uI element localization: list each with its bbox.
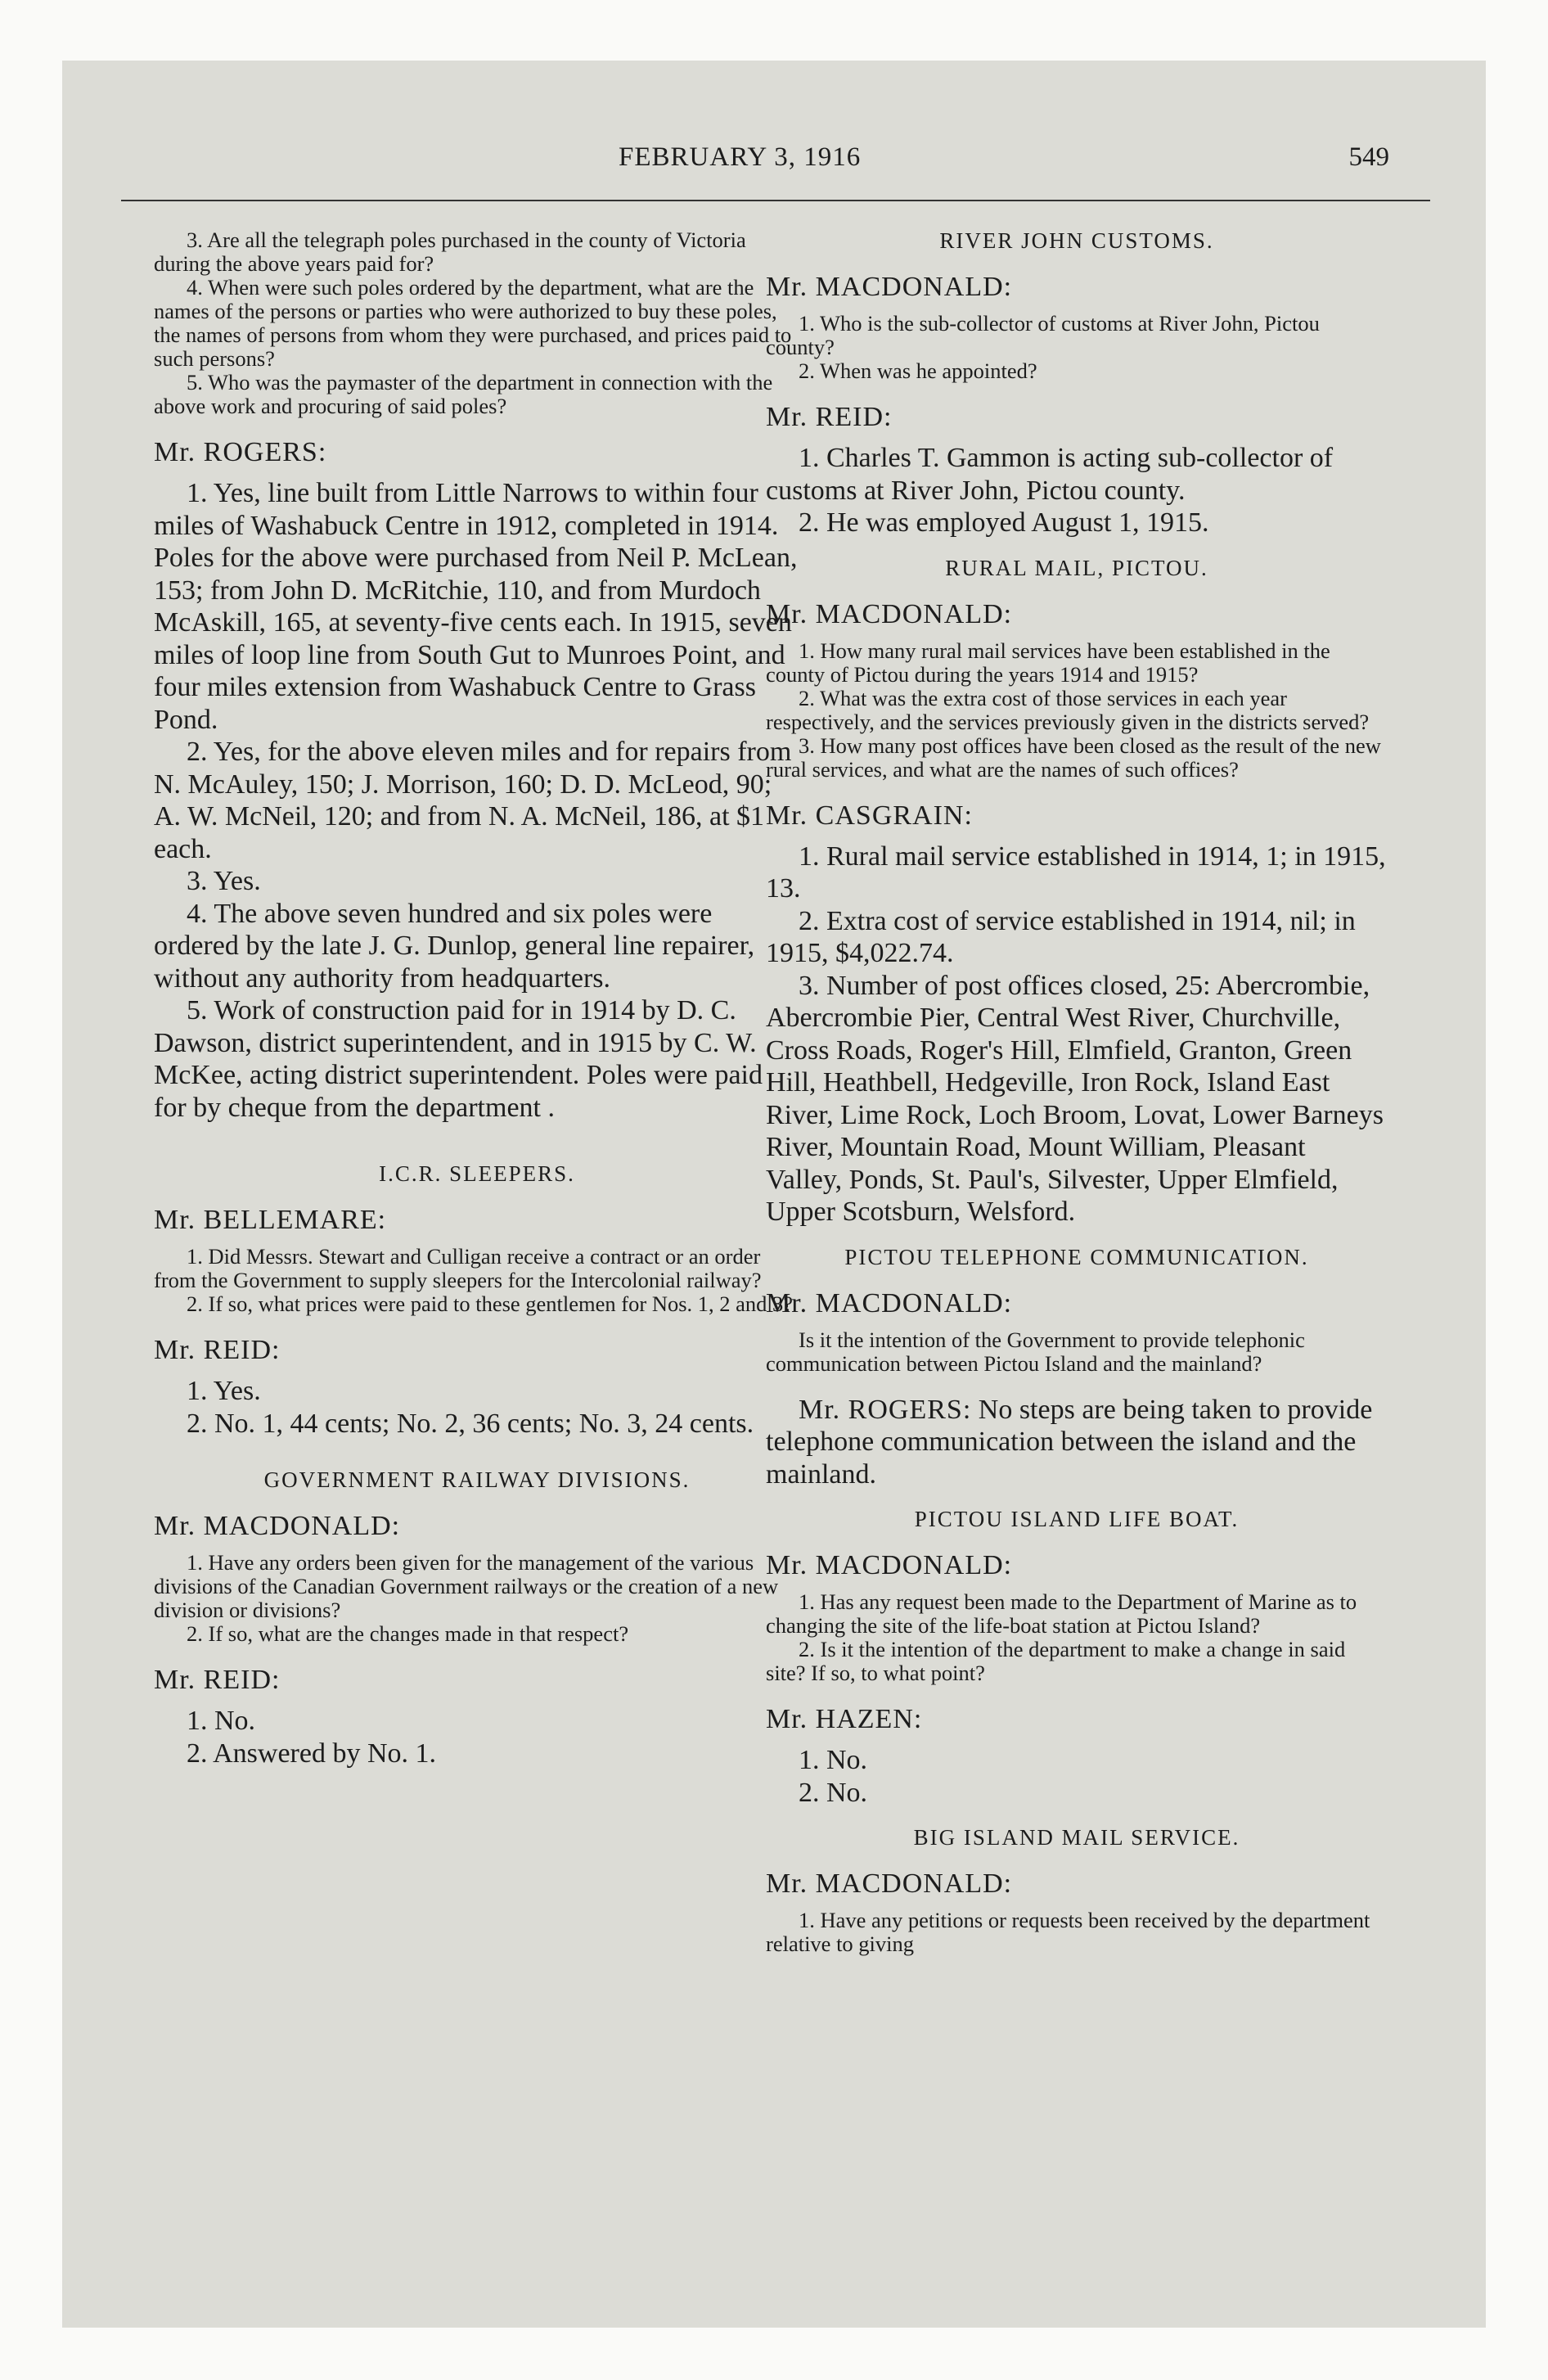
- scanned-page: [62, 61, 1486, 2328]
- section-heading-river-john: RIVER JOHN CUSTOMS.: [939, 228, 1214, 253]
- speaker-macdonald: Mr. MACDONALD:: [766, 1550, 1013, 1580]
- speaker-bellemare: Mr. BELLEMARE:: [154, 1205, 387, 1235]
- river-question-1: 1. Who is the sub-collector of customs at River John, Pictou county?: [766, 311, 1320, 359]
- big-question-1: 1. Have any petitions or requests been received by the department relative to giving: [766, 1908, 1370, 1956]
- section-heading-icr: I.C.R. SLEEPERS.: [379, 1161, 575, 1186]
- speaker-casgrain: Mr. CASGRAIN:: [766, 800, 973, 831]
- icr-question-1: 1. Did Messrs. Stewart and Culligan receive a contract or an order from the Government to supply sleepers for the Intercolonial railway?: [154, 1244, 762, 1292]
- speaker-rogers: Mr. ROGERS:: [799, 1394, 972, 1425]
- speaker-macdonald: Mr. MACDONALD:: [766, 1287, 1013, 1318]
- question-5: 5. Who was the paymaster of the department in connection with the above work and procuring of said poles?: [154, 370, 773, 418]
- tel-answer: [766, 1394, 1388, 1491]
- section-heading-life-boat: PICTOU ISLAND LIFE BOAT.: [914, 1507, 1240, 1531]
- gov-question-1: 1. Have any orders been given for the management of the various divisions of the Canadian Government railways or the creation of a new division or divisions?: [154, 1550, 779, 1622]
- question-3: 3. Are all the telegraph poles purchased in the county of Victoria during the above years paid for?: [154, 228, 746, 276]
- gov-question-2: 2. If so, what are the changes made in that respect?: [187, 1621, 629, 1646]
- gov-answer-2: 2. Answered by No. 1.: [187, 1738, 437, 1769]
- rural-answer-2: 2. Extra cost of service established in 1914, nil; in 1915, $4,022.74.: [766, 905, 1356, 968]
- river-answer-1: 1. Charles T. Gammon is acting sub-collector of customs at River John, Pictou county.: [766, 443, 1334, 506]
- header-rule: [121, 200, 1430, 201]
- speaker-hazen: Mr. HAZEN:: [766, 1704, 923, 1734]
- section-heading-big-island: BIG ISLAND MAIL SERVICE.: [913, 1825, 1240, 1850]
- river-question-2: 2. When was he appointed?: [799, 358, 1037, 383]
- rural-question-1: 1. How many rural mail services have been established in the county of Pictou during the years 1914 and 1915?: [766, 638, 1330, 687]
- speaker-macdonald: Mr. MACDONALD:: [766, 272, 1013, 302]
- section-heading-telephone: PICTOU TELEPHONE COMMUNICATION.: [844, 1244, 1309, 1269]
- speaker-reid: Mr. REID:: [154, 1665, 281, 1695]
- left-column: [154, 228, 800, 1769]
- life-answer-1: 1. No.: [799, 1745, 868, 1775]
- icr-question-2: 2. If so, what prices were paid to these gentlemen for Nos. 1, 2 and 3?: [187, 1291, 794, 1316]
- river-answer-2: 2. He was employed August 1, 1915.: [799, 507, 1209, 538]
- answer-5: 5. Work of construction paid for in 1914 by D. C. Dawson, district superintendent, and in 1915 by C. W. McKee, acting district superintendent. Poles were paid for by cheque from the department .: [154, 995, 763, 1123]
- tel-answer-text: No steps are being taken to provide telephone communication between the island and the mainland.: [766, 1394, 1373, 1490]
- speaker-macdonald: Mr. MACDONALD:: [766, 1868, 1013, 1899]
- speaker-macdonald: Mr. MACDONALD:: [766, 598, 1013, 629]
- rural-answer-1: 1. Rural mail service established in 1914, 1; in 1915, 13.: [766, 841, 1386, 904]
- speaker-reid: Mr. REID:: [766, 402, 893, 432]
- answer-3: 3. Yes.: [187, 866, 261, 896]
- question-4: 4. When were such poles ordered by the department, what are the names of the persons or parties who were authorized to buy these poles, the names of persons from whom they were purchased, and prices paid to such persons?: [154, 275, 792, 371]
- rural-answer-3: 3. Number of post offices closed, 25: Abercrombie, Abercrombie Pier, Central West River, Churchville, Cross Roads, Roger's Hill, Elmfield, Granton, Green Hill, Heathbell, Hedgeville, Iron Rock, Island East River, Lime Rock, Loch Broom, Lovat, Lower Barneys River, Mountain Road, Mount William, Pleasant Valley, Ponds, St. Paul's, Silvester, Upper Elmfield, Upper Scotsburn, Welsford.: [766, 970, 1384, 1227]
- gov-answer-1: 1. No.: [187, 1706, 256, 1736]
- icr-answer-2: 2. No. 1, 44 cents; No. 2, 36 cents; No. 3, 24 cents.: [187, 1408, 754, 1439]
- rural-question-2: 2. What was the extra cost of those services in each year respectively, and the services previously given in the districts served?: [766, 685, 1370, 734]
- speaker-reid: Mr. REID:: [154, 1335, 281, 1365]
- answer-4: 4. The above seven hundred and six poles were ordered by the late J. G. Dunlop, general line repairer, without any authority from headquarters.: [154, 898, 755, 994]
- page-number: 549: [1348, 142, 1389, 172]
- life-answer-2: 2. No.: [799, 1777, 868, 1808]
- life-question-1: 1. Has any request been made to the Department of Marine as to changing the site of the life-boat station at Pictou Island?: [766, 1589, 1357, 1638]
- section-heading-rural-mail: RURAL MAIL, PICTOU.: [945, 555, 1208, 580]
- tel-question: Is it the intention of the Government to provide telephonic communication between Pictou Island and the mainland?: [766, 1327, 1305, 1376]
- right-column: [766, 228, 1388, 1956]
- speaker-rogers: Mr. ROGERS:: [154, 437, 327, 467]
- life-question-2: 2. Is it the intention of the department to make a change in said site? If so, to what point?: [766, 1637, 1346, 1685]
- section-heading-gov-railway: GOVERNMENT RAILWAY DIVISIONS.: [263, 1467, 691, 1492]
- answer-1: 1. Yes, line built from Little Narrows to within four miles of Washabuck Centre in 1912, completed in 1914. Poles for the above were purchased from Neil P. McLean, 153; from John D. McRitchie, 110, and from Murdoch McAskill, 165, at seventy-five cents each. In 1915, seven miles of loop line from South Gut to Munroes Point, and four miles extension from Washabuck Centre to Grass Pond.: [154, 478, 798, 735]
- header-date: FEBRUARY 3, 1916: [619, 142, 862, 172]
- speaker-macdonald: Mr. MACDONALD:: [154, 1511, 401, 1541]
- page-header: [62, 142, 1486, 183]
- rural-question-3: 3. How many post offices have been closed as the result of the new rural services, and what are the names of such offices?: [766, 732, 1381, 782]
- icr-answer-1: 1. Yes.: [187, 1376, 261, 1406]
- answer-2: 2. Yes, for the above eleven miles and for repairs from N. McAuley, 150; J. Morrison, 160; D. D. McLeod, 90; A. W. McNeil, 120; and from N. A. McNeil, 186, at $1 each.: [154, 737, 792, 864]
